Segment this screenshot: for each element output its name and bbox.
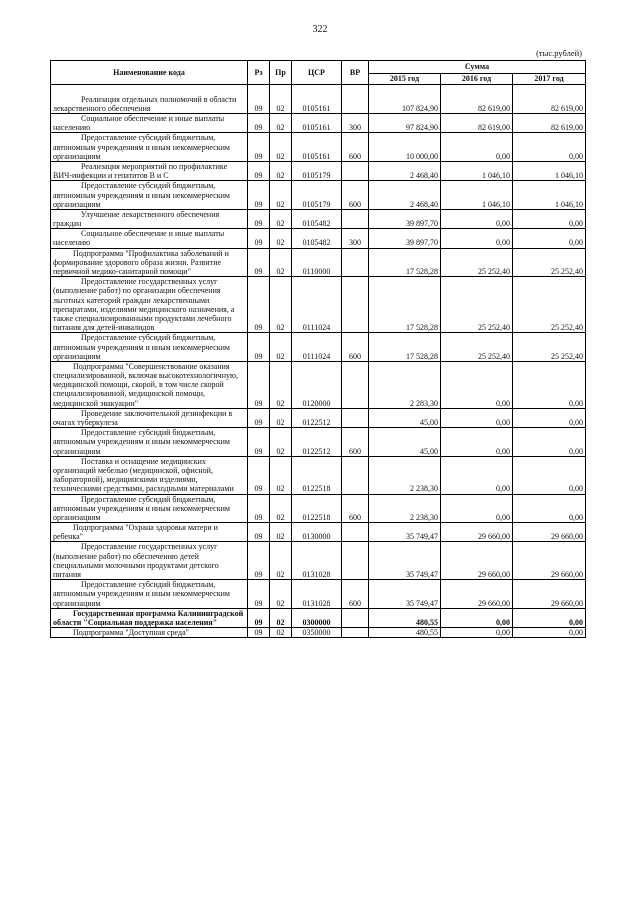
row-2016: 0,00 [441,456,513,494]
row-2017: 29 660,00 [513,542,586,580]
row-vr [342,209,369,228]
row-2017: 1 046,10 [513,181,586,210]
row-rz: 09 [248,542,270,580]
row-2015: 2 468,40 [369,161,441,180]
row-name: Предоставление субсидий бюджетным, автономным учреждениям и иным некоммерческим организациям [51,133,248,162]
table-row [51,229,586,248]
row-vr: 600 [342,133,369,162]
row-pr: 02 [270,209,292,228]
row-pr: 02 [270,229,292,248]
row-2016: 0,00 [441,608,513,627]
row-rz: 09 [248,580,270,609]
row-name: Социальное обеспечение и иные выплаты населению [51,229,248,248]
row-vr [342,523,369,542]
row-rz: 09 [248,428,270,457]
row-vr [342,628,369,638]
row-csr: 0350000 [292,628,342,638]
row-2017: 0,00 [513,133,586,162]
row-pr: 02 [270,456,292,494]
row-rz: 09 [248,277,270,333]
row-name: Социальное обеспечение и иные выплаты населению [51,114,248,133]
row-2015: 17 528,28 [369,333,441,362]
row-vr [342,85,369,114]
row-csr: 0111024 [292,333,342,362]
row-vr: 600 [342,181,369,210]
row-2015: 45,00 [369,428,441,457]
row-vr: 600 [342,428,369,457]
row-2015: 35 749,47 [369,580,441,609]
row-2017: 29 660,00 [513,580,586,609]
col-rz-header: Рз [248,61,270,85]
row-csr: 0122512 [292,408,342,427]
row-2015: 39 897,70 [369,209,441,228]
row-rz: 09 [248,161,270,180]
row-csr: 0122518 [292,456,342,494]
row-pr: 02 [270,114,292,133]
row-name: Поставка и оснащение медицинских организаций мебелью (медицинской, офисной, лабораторной), медицинскими изделиями, техническими средствами, расходными материалами [51,456,248,494]
units-label: (тыс.рублей) [536,48,582,58]
row-pr: 02 [270,428,292,457]
row-pr: 02 [270,608,292,627]
table-row [51,114,586,133]
row-csr: 0122518 [292,494,342,523]
table-header-row [51,61,586,74]
row-2015: 17 528,28 [369,277,441,333]
row-2015: 2 468,40 [369,181,441,210]
table-row [51,161,586,180]
table-row [51,580,586,609]
row-rz: 09 [248,114,270,133]
row-rz: 09 [248,209,270,228]
row-rz: 09 [248,133,270,162]
row-name: Предоставление субсидий бюджетным, автономным учреждениям и иным некоммерческим организациям [51,181,248,210]
row-rz: 09 [248,333,270,362]
row-rz: 09 [248,523,270,542]
table-row [51,277,586,333]
row-2016: 82 619,00 [441,114,513,133]
row-2017: 0,00 [513,408,586,427]
row-2017: 0,00 [513,361,586,408]
table-row [51,248,586,277]
row-2016: 1 046,10 [441,161,513,180]
col-2017-header: 2017 год [513,74,586,85]
table-row [51,333,586,362]
row-2017: 0,00 [513,428,586,457]
row-2017: 1 046,10 [513,161,586,180]
row-pr: 02 [270,85,292,114]
row-vr: 600 [342,333,369,362]
row-2016: 0,00 [441,428,513,457]
row-csr: 0122512 [292,428,342,457]
row-2015: 2 238,30 [369,494,441,523]
row-pr: 02 [270,628,292,638]
col-csr-header: ЦСР [292,61,342,85]
row-pr: 02 [270,181,292,210]
row-csr: 0110000 [292,248,342,277]
table-row [51,494,586,523]
row-2015: 35 749,47 [369,542,441,580]
row-rz: 09 [248,229,270,248]
row-vr [342,161,369,180]
row-2017: 0,00 [513,494,586,523]
row-2016: 29 660,00 [441,523,513,542]
row-csr: 0105161 [292,114,342,133]
row-2017: 25 252,40 [513,333,586,362]
row-2017: 0,00 [513,456,586,494]
row-2015: 480,55 [369,608,441,627]
table-row [51,408,586,427]
row-2016: 25 252,40 [441,333,513,362]
row-csr: 0120000 [292,361,342,408]
col-sum-header: Сумма [369,61,586,74]
col-2016-header: 2016 год [441,74,513,85]
row-2016: 25 252,40 [441,248,513,277]
row-name: Подпрограмма "Совершенствование оказания специализированной, включая высокотехнологичную, медицинской помощи, скорой, в том числе скорой специализированной, медицинской помощи, медицинской эвакуации" [51,361,248,408]
row-name: Предоставление субсидий бюджетным, автономным учреждениям и иным некоммерческим организациям [51,494,248,523]
row-2015: 45,00 [369,408,441,427]
row-pr: 02 [270,161,292,180]
row-2017: 82 619,00 [513,85,586,114]
table-row [51,608,586,627]
row-2017: 0,00 [513,209,586,228]
row-csr: 0111024 [292,277,342,333]
row-2015: 17 528,28 [369,248,441,277]
row-vr [342,248,369,277]
table-row [51,428,586,457]
row-2015: 97 824,90 [369,114,441,133]
row-pr: 02 [270,523,292,542]
col-pr-header: Пр [270,61,292,85]
row-csr: 0131028 [292,542,342,580]
row-csr: 0105482 [292,229,342,248]
table-row [51,456,586,494]
row-rz: 09 [248,85,270,114]
row-pr: 02 [270,361,292,408]
row-2015: 480,55 [369,628,441,638]
row-rz: 09 [248,608,270,627]
row-name: Реализация отдельных полномочий в области лекарственного обеспечения [51,85,248,114]
row-2016: 0,00 [441,494,513,523]
row-rz: 09 [248,181,270,210]
row-2015: 39 897,70 [369,229,441,248]
row-rz: 09 [248,628,270,638]
row-csr: 0105161 [292,85,342,114]
row-rz: 09 [248,408,270,427]
row-vr [342,608,369,627]
row-vr [342,408,369,427]
row-csr: 0300000 [292,608,342,627]
row-vr: 600 [342,580,369,609]
row-pr: 02 [270,580,292,609]
row-rz: 09 [248,248,270,277]
budget-table [50,60,586,638]
row-csr: 0105161 [292,133,342,162]
row-rz: 09 [248,456,270,494]
col-name-header: Наименование кода [51,61,248,85]
table-row [51,85,586,114]
row-pr: 02 [270,408,292,427]
row-2016: 0,00 [441,133,513,162]
row-name: Предоставление субсидий бюджетным, автономным учреждениям и иным некоммерческим организациям [51,580,248,609]
row-2015: 2 283,30 [369,361,441,408]
col-vr-header: ВР [342,61,369,85]
row-2015: 2 238,30 [369,456,441,494]
row-name: Подпрограмма "Профилактика заболеваний и формирование здорового образа жизни. Развитие первичной медико-санитарной помощи" [51,248,248,277]
row-2016: 25 252,40 [441,277,513,333]
row-name: Улучшение лекарственного обеспечения граждан [51,209,248,228]
row-vr [342,277,369,333]
row-vr: 300 [342,229,369,248]
row-csr: 0130000 [292,523,342,542]
table-row [51,181,586,210]
row-2015: 107 824,90 [369,85,441,114]
row-name: Предоставление государственных услуг (выполнение работ) по обеспечению детей специальными молочными продуктами детского питания [51,542,248,580]
row-2017: 0,00 [513,628,586,638]
row-2017: 82 619,00 [513,114,586,133]
row-2017: 25 252,40 [513,277,586,333]
row-csr: 0105179 [292,161,342,180]
row-vr: 600 [342,494,369,523]
row-2016: 0,00 [441,628,513,638]
row-rz: 09 [248,361,270,408]
row-2017: 29 660,00 [513,523,586,542]
row-2016: 0,00 [441,408,513,427]
row-csr: 0105482 [292,209,342,228]
row-name: Государственная программа Калининградской области "Социальная поддержка населения" [51,608,248,627]
row-csr: 0105179 [292,181,342,210]
row-2016: 29 660,00 [441,580,513,609]
table-row [51,361,586,408]
row-2016: 0,00 [441,229,513,248]
table-row [51,542,586,580]
table-row [51,133,586,162]
row-rz: 09 [248,494,270,523]
row-name: Реализация мероприятий по профилактике ВИЧ-инфекции и гепатитов В и С [51,161,248,180]
row-2016: 29 660,00 [441,542,513,580]
page-number: 322 [312,24,328,35]
row-pr: 02 [270,494,292,523]
row-csr: 0131028 [292,580,342,609]
row-2015: 35 749,47 [369,523,441,542]
col-2015-header: 2015 год [369,74,441,85]
row-2017: 25 252,40 [513,248,586,277]
row-vr [342,361,369,408]
row-name: Подпрограмма "Охрана здоровья матери и ребенка" [51,523,248,542]
row-name: Подпрограмма "Доступная среда" [51,628,248,638]
row-pr: 02 [270,133,292,162]
row-2017: 0,00 [513,608,586,627]
row-2016: 1 046,10 [441,181,513,210]
row-name: Предоставление государственных услуг (выполнение работ) по организации обеспечения льготных категорий граждан лекарственными препаратами, изделиями медицинского назначения, а также специализированными продуктами лечебного питания для детей-инвалидов [51,277,248,333]
row-2017: 0,00 [513,229,586,248]
row-vr [342,542,369,580]
table-row [51,209,586,228]
row-pr: 02 [270,248,292,277]
row-name: Предоставление субсидий бюджетным, автономным учреждениям и иным некоммерческим организациям [51,428,248,457]
row-pr: 02 [270,542,292,580]
row-name: Предоставление субсидий бюджетным, автономным учреждениям и иным некоммерческим организациям [51,333,248,362]
row-2015: 10 000,00 [369,133,441,162]
row-pr: 02 [270,333,292,362]
row-2016: 0,00 [441,209,513,228]
row-pr: 02 [270,277,292,333]
row-2016: 82 619,00 [441,85,513,114]
table-row [51,628,586,638]
row-2016: 0,00 [441,361,513,408]
row-name: Проведение заключительной дезинфекции в очагах туберкулеза [51,408,248,427]
row-vr: 300 [342,114,369,133]
table-row [51,523,586,542]
row-vr [342,456,369,494]
